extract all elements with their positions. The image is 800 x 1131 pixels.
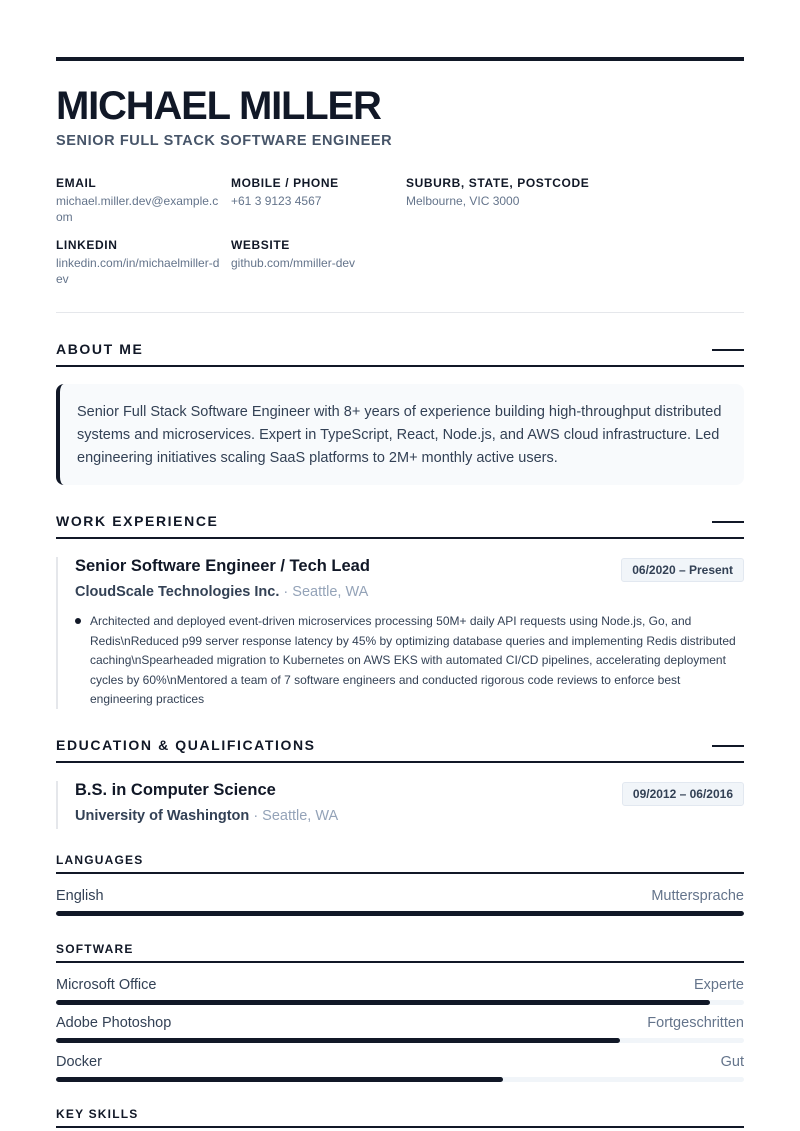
contact-phone xyxy=(231,176,396,209)
education-entry xyxy=(56,781,744,829)
level-track xyxy=(56,1077,744,1082)
contact-address xyxy=(406,176,646,209)
level-fill xyxy=(56,1077,503,1082)
level-fill xyxy=(56,1038,620,1043)
level-track xyxy=(56,1038,744,1043)
job-role: Senior Software Engineer / Tech Lead xyxy=(75,557,370,575)
level-track xyxy=(56,911,744,916)
school-name: University of Washington xyxy=(75,808,250,824)
software-row xyxy=(56,977,744,1007)
contact-email xyxy=(56,176,221,225)
about-text: Senior Full Stack Software Engineer with 8+ years of experience building high-throughput distributed systems and microservices. Expert in TypeScript, React, Node.js, and AWS cloud infrastructure. Led engineering initiatives scaling SaaS platforms to 2M+ monthly active users. xyxy=(77,404,722,466)
candidate-name: MICHAEL MILLER xyxy=(56,84,381,128)
achievement-text: Architected and deployed event-driven microservices processing 50M+ daily API requests using Node.js, Go, and Redis\nReduced p99 server response latency by 45% by optimizing database queries and implementing Redis distributed caching\nSpearheaded migration to Kubernetes on AWS EKS with automated CI/CD pipelines, accelerating deployment cycles by 60%\nMentored a team of 7 software engineers and conducted rigorous code reviews to enforce best engineering practices xyxy=(90,614,736,707)
header-divider xyxy=(56,312,744,313)
contact-linkedin xyxy=(56,238,221,287)
heading-dash xyxy=(712,745,744,747)
section-education-heading xyxy=(56,737,744,763)
experience-entry xyxy=(56,557,744,709)
section-experience-heading xyxy=(56,513,744,539)
contact-label: LINKEDIN xyxy=(56,238,118,252)
section-title: EDUCATION & QUALIFICATIONS xyxy=(56,737,316,753)
software-level: Experte xyxy=(694,977,744,993)
key-skills-heading xyxy=(56,1107,744,1128)
section-about-heading xyxy=(56,341,744,367)
software-level: Fortgeschritten xyxy=(647,1015,744,1031)
contact-label: SUBURB, STATE, POSTCODE xyxy=(406,176,590,190)
software-row xyxy=(56,1015,744,1045)
heading-dash xyxy=(712,521,744,523)
website-link[interactable]: github.com/mmiller-dev xyxy=(231,256,356,270)
level-track xyxy=(56,1000,744,1005)
top-rule xyxy=(56,57,744,61)
section-title: ABOUT ME xyxy=(56,341,144,357)
section-title: WORK EXPERIENCE xyxy=(56,513,219,529)
subsection-title: SOFTWARE xyxy=(56,942,134,956)
date-badge: 09/2012 – 06/2016 xyxy=(622,782,744,806)
employer-line xyxy=(75,584,368,600)
heading-dash xyxy=(712,349,744,351)
address-value: Melbourne, VIC 3000 xyxy=(406,194,520,208)
school-location: · Seattle, WA xyxy=(253,808,339,824)
email-value[interactable]: michael.miller.dev@example.com xyxy=(56,194,219,224)
contact-website xyxy=(231,238,396,271)
about-summary-box xyxy=(56,384,744,485)
phone-value[interactable]: +61 3 9123 4567 xyxy=(231,194,322,208)
company-name: CloudScale Technologies Inc. xyxy=(75,584,280,600)
level-fill xyxy=(56,1000,710,1005)
job-location: · Seattle, WA xyxy=(283,584,369,600)
degree-name: B.S. in Computer Science xyxy=(75,781,276,799)
school-line xyxy=(75,808,338,824)
subsection-title: LANGUAGES xyxy=(56,853,144,867)
level-fill xyxy=(56,911,744,916)
contact-label: MOBILE / PHONE xyxy=(231,176,339,190)
software-heading xyxy=(56,942,744,963)
software-name: Docker xyxy=(56,1054,102,1070)
language-row xyxy=(56,888,744,918)
contact-label: WEBSITE xyxy=(231,238,290,252)
subsection-title: KEY SKILLS xyxy=(56,1107,139,1121)
job-title: SENIOR FULL STACK SOFTWARE ENGINEER xyxy=(56,133,393,149)
software-row xyxy=(56,1054,744,1084)
bullet-dot xyxy=(75,618,81,624)
software-name: Microsoft Office xyxy=(56,977,157,993)
linkedin-link[interactable]: linkedin.com/in/michaelmiller-dev xyxy=(56,256,220,286)
software-level: Gut xyxy=(720,1054,744,1070)
language-level: Muttersprache xyxy=(651,888,744,904)
contact-label: EMAIL xyxy=(56,176,97,190)
software-name: Adobe Photoshop xyxy=(56,1015,172,1031)
language-name: English xyxy=(56,888,104,904)
date-badge: 06/2020 – Present xyxy=(621,558,744,582)
languages-heading xyxy=(56,853,744,874)
